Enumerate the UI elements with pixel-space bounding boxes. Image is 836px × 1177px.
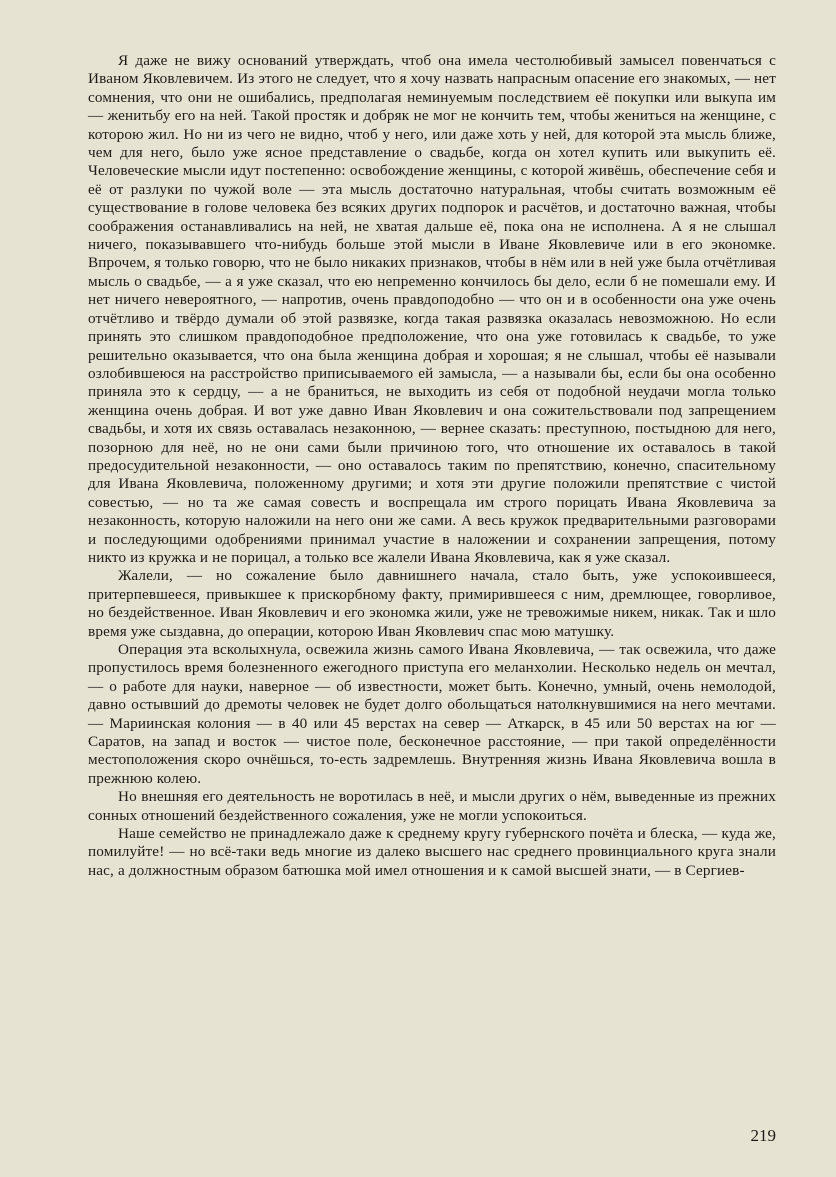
paragraph-2: Жалели, — но сожаление было давнишнего начала, стало быть, уже успокоившееся, притерпевшееся, привыкшее к прискорбному факту, примирившееся с ним, дремлющее, говорливое, но бездейственное. Иван Яковлевич и его экономка жили, уже не тревожимые никем, никак. Так и шло время уже сыздавна, до операции, которою Иван Яковлевич спас мою матушку.: [88, 567, 776, 640]
paragraph-3: Операция эта всколыхнула, освежила жизнь самого Ивана Яковлевича, — так освежила, что даже пропустилось время болезненного ежегодного приступа его меланхолии. Несколько недель он мечтал, — о работе для науки, наверное — об известности, может быть. Конечно, умный, очень немолодой, давно остывший до дремоты человек не будет долго обольщаться натолкнувшимися на него мечтами. — Мариинская колония — в 40 или 45 верстах на север — Аткарск, в 45 или 50 верстах на юг — Саратов, на запад и восток — чистое поле, бесконечное расстояние, — при такой определённости местоположения скоро очнёшься, то-есть задремлешь. Внутренняя жизнь Ивана Яковлевича вошла в прежнюю колею.: [88, 641, 776, 787]
paragraph-5: Наше семейство не принадлежало даже к среднему кругу губернского почёта и блеска, — куда же, помилуйте! — но всё-таки ведь многие из далеко высшего нас среднего провинциального круга знали нас, а должностным образом батюшка мой имел отношения и к самой высшей знати, — в Сергиев-: [88, 825, 776, 879]
page-number: 219: [750, 1126, 776, 1145]
paragraph-4: Но внешняя его деятельность не воротилась в неё, и мысли других о нём, выведенные из прежних сонных отношений бездейственного сожаления, уже не могли успокоиться.: [88, 788, 776, 824]
paragraph-1: Я даже не вижу оснований утверждать, чтоб она имела честолюбивый замысел повенчаться с Иваном Яковлевичем. Из этого не следует, что я хочу назвать напрасным опасение его знакомых, — нет сомнения, что они не ошибались, предполагая неминуемым последствием её покупки или выкупа им — женитьбу его на ней. Такой простяк и добряк не мог не кончить тем, чтобы жениться на женщине, с которою жил. Но ни из чего не видно, чтоб у него, или даже хоть у ней, для которой эта мысль ближе, чем для него, было уже ясное представление о свадьбе, когда он хотел купить или выкупить её. Человеческие мысли идут постепенно: освобождение женщины, с которой живёшь, обеспечение себя и её от разлуки по чужой воле — эта мысль достаточно натуральная, чтобы считать возможным её существование в голове человека без всяких других подпорок и расчётов, и достаточно важная, чтобы соображения останавливались на ней, не хватая дальше её, пока она не исполнена. А я не слышал ничего, показывавшего что-нибудь больше этой мысли в Иване Яковлевиче или в его экономке. Впрочем, я только говорю, что не было никаких признаков, чтобы в нём или в ней уже была отчётливая мысль о свадьбе, — а я уже сказал, что ею непременно кончилось бы дело, если б не помешали ему. И нет ничего невероятного, — напротив, очень правдоподобно — что он и в особенности она уже очень отчётливо и твёрдо думали об этой развязке, когда такая развязка оказалась невозможною. Но если принять это слишком правдоподобное предположение, что она уже готовилась к свадьбе, то уже решительно оказывается, что она была женщина добрая и хорошая; я не слышал, чтобы её называли озлобившеюся на расстройство приписываемого ей замысла, — а называли бы, если бы она особенно приняла это к сердцу, — а не браниться, не выходить из себя от подобной неудачи могла только женщина очень добрая. И вот уже давно Иван Яковлевич и она сожительствовали под запрещением свадьбы, и хотя их связь оставалась незаконною, — вернее сказать: преступною, постыдною для него, позорною для неё, но не они сами были причиною того, что отношение их оставалось в такой предосудительной незаконности, — оно оставалось таким по препятствию, конечно, спасительному для Ивана Яковлевича, положенному другими; и хотя эти другие положили препятствие с чистой совестью, — но та же самая совесть и воспрещала им строго порицать Ивана Яковлевича за незаконность, которую наложили на него они же сами. А весь кружок предварительными разговорами и последующими одобрениями принимал участие в наложении и сохранении запрещения, потому никто из кружка и не порицал, а только все жалели Ивана Яковлевича, как я уже сказал.: [88, 52, 776, 566]
book-page-text: [88, 52, 776, 880]
